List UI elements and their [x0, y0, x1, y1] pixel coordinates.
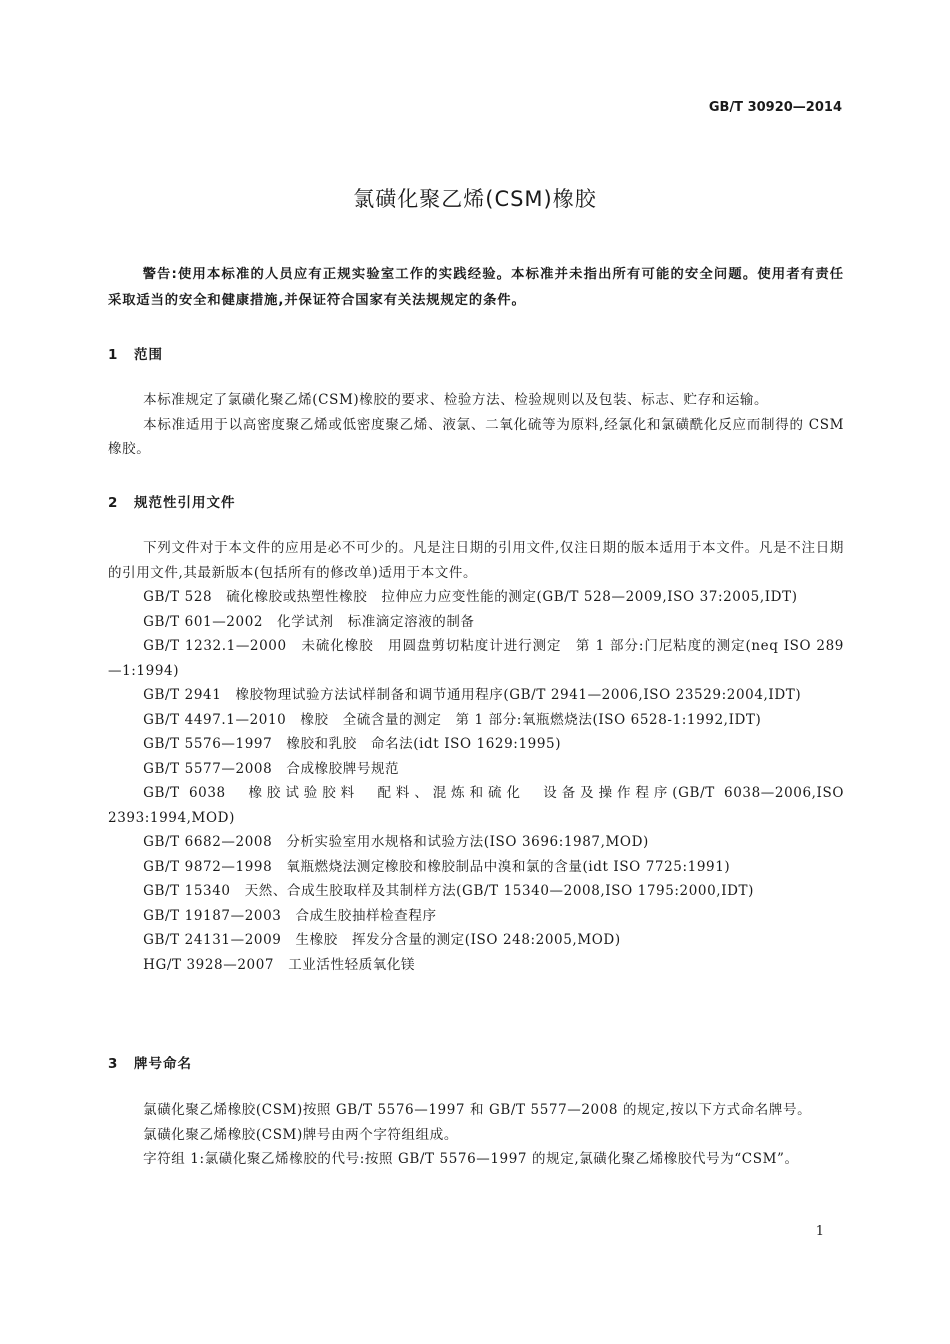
reference-item: GB/T 15340 天然、合成生胶取样及其制样方法(GB/T 15340—2008,ISO 1795:2000,IDT)	[143, 883, 755, 899]
reference-item: GB/T 528 硫化橡胶或热塑性橡胶 拉伸应力应变性能的测定(GB/T 528—2009,ISO 37:2005,IDT)	[143, 589, 798, 605]
intro-paragraph: 下列文件对于本文件的应用是必不可少的。凡是注日期的引用文件,仅注日期的版本适用于本文件。凡是不注日期的引用文件,其最新版本(包括所有的修改单)适用于本文件。	[108, 540, 844, 581]
reference-item: GB/T 24131—2009 生橡胶 挥发分含量的测定(ISO 248:2005,MOD)	[143, 932, 621, 948]
section-1-heading	[108, 343, 163, 363]
reference-item: GB/T 5576—1997 橡胶和乳胶 命名法(idt ISO 1629:1995)	[143, 736, 562, 752]
section-2-heading	[108, 491, 236, 511]
reference-item: GB/T 6038 橡胶试验胶料 配料、混炼和硫化 设备及操作程序(GB/T 6038—2006,ISO 2393:1994,MOD)	[108, 785, 844, 826]
page-number: 1	[815, 1224, 824, 1239]
paragraph: 本标准适用于以高密度聚乙烯或低密度聚乙烯、液氯、二氧化硫等为原料,经氯化和氯磺酰化反应而制得的 CSM 橡胶。	[108, 416, 844, 457]
section-3-body	[108, 1098, 844, 1172]
page-title: 氯磺化聚乙烯(CSM)橡胶	[353, 187, 597, 211]
reference-item: GB/T 1232.1—2000 未硫化橡胶 用圆盘剪切粘度计进行测定 第 1 部分:门尼粘度的测定(neq ISO 289—1:1994)	[108, 638, 844, 679]
paragraph: 本标准规定了氯磺化聚乙烯(CSM)橡胶的要求、检验方法、检验规则以及包装、标志、贮存和运输。	[143, 392, 769, 408]
reference-item: GB/T 6682—2008 分析实验室用水规格和试验方法(ISO 3696:1987,MOD)	[143, 834, 649, 850]
paragraph: 氯磺化聚乙烯橡胶(CSM)按照 GB/T 5576—1997 和 GB/T 5577—2008 的规定,按以下方式命名牌号。	[143, 1102, 812, 1118]
paragraph: 氯磺化聚乙烯橡胶(CSM)牌号由两个字符组组成。	[143, 1126, 458, 1143]
section-title: 规范性引用文件	[134, 495, 236, 511]
reference-item: GB/T 19187—2003 合成生胶抽样检查程序	[143, 907, 437, 924]
standard-number: GB/T 30920—2014	[708, 100, 842, 115]
reference-item: GB/T 9872—1998 氧瓶燃烧法测定橡胶和橡胶制品中溴和氯的含量(idt ISO 7725:1991)	[143, 858, 731, 875]
reference-item: GB/T 601—2002 化学试剂 标准滴定溶液的制备	[143, 613, 475, 630]
reference-item: GB/T 2941 橡胶物理试验方法试样制备和调节通用程序(GB/T 2941—2006,ISO 23529:2004,IDT)	[143, 687, 802, 703]
warning-paragraph: 警告:使用本标准的人员应有正规实验室工作的实践经验。本标准并未指出所有可能的安全问题。使用者有责任采取适当的安全和健康措施,并保证符合国家有关法规规定的条件。	[108, 267, 844, 308]
reference-item: HG/T 3928—2007 工业活性轻质氧化镁	[143, 956, 416, 973]
reference-item: GB/T 5577—2008 合成橡胶牌号规范	[143, 760, 400, 777]
section-number: 1	[108, 347, 119, 363]
section-1-body	[108, 388, 844, 462]
reference-item: GB/T 4497.1—2010 橡胶 全硫含量的测定 第 1 部分:氧瓶燃烧法(ISO 6528-1:1992,IDT)	[143, 711, 762, 728]
section-3-heading	[108, 1052, 192, 1072]
section-number: 3	[108, 1056, 119, 1072]
section-2-body	[108, 536, 844, 977]
paragraph: 字符组 1:氯磺化聚乙烯橡胶的代号:按照 GB/T 5576—1997 的规定,氯磺化聚乙烯橡胶代号为“CSM”。	[143, 1151, 799, 1167]
section-number: 2	[108, 495, 119, 511]
section-title: 范围	[134, 347, 163, 363]
section-title: 牌号命名	[134, 1056, 192, 1072]
